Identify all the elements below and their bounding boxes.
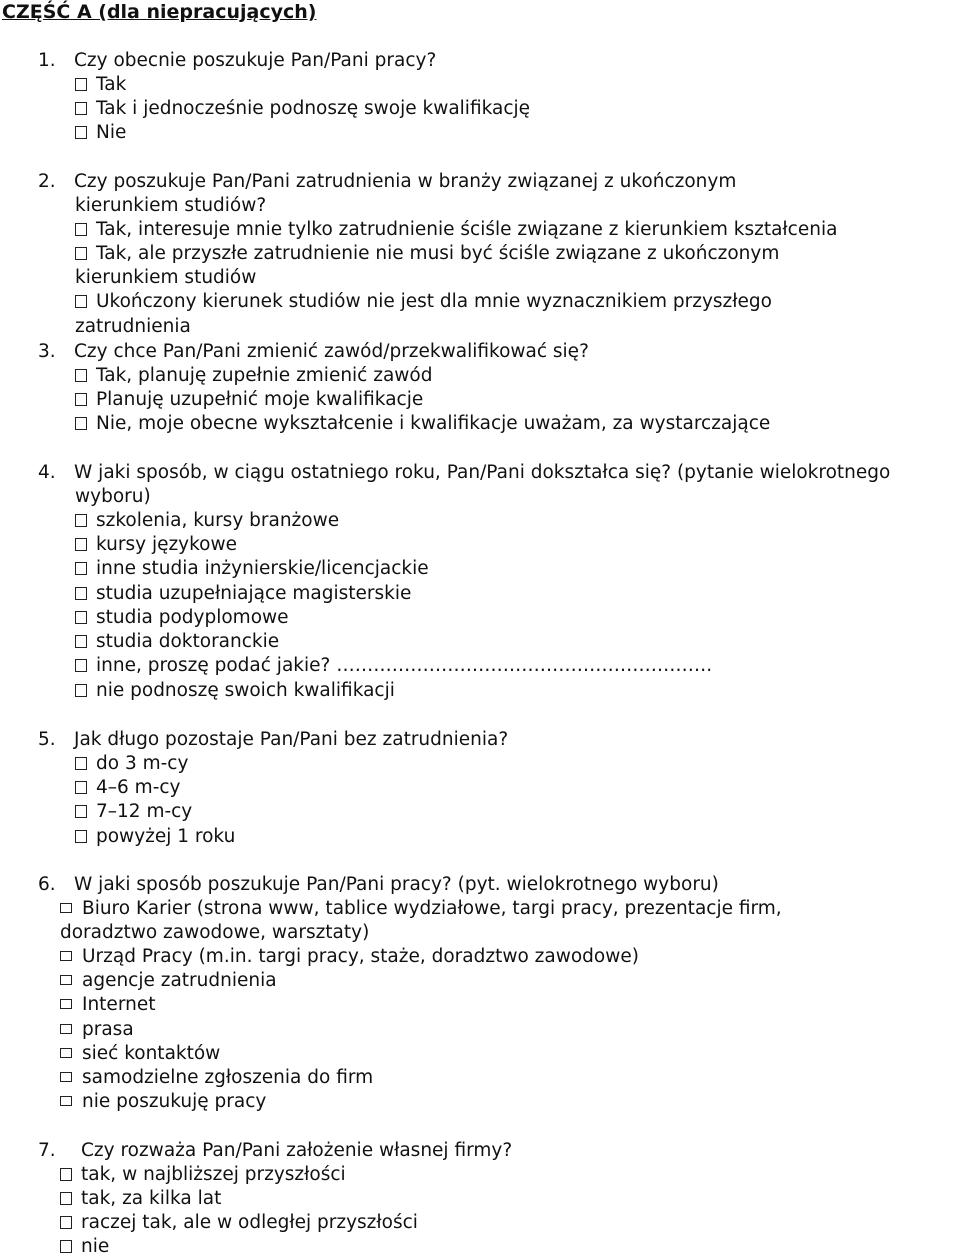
option-checkbox[interactable]	[75, 509, 339, 533]
checkbox-icon	[60, 1192, 72, 1205]
option-label: szkolenia, kursy branżowe	[96, 510, 340, 531]
option-label: Tak, ale przyszłe zatrudnienie nie musi być ściśle związane z ukończonym	[96, 243, 780, 264]
option-checkbox[interactable]	[75, 582, 411, 606]
question-text: Czy chce Pan/Pani zmienić zawód/przekwalifikować się?	[74, 341, 589, 362]
option-checkbox[interactable]	[60, 1090, 266, 1114]
option-label: prasa	[82, 1019, 134, 1040]
option-checkbox[interactable]	[75, 121, 126, 145]
question-6	[38, 873, 719, 897]
option-label: raczej tak, ale w odległej przyszłości	[81, 1212, 418, 1233]
option-checkbox[interactable]	[75, 679, 395, 703]
option-checkbox[interactable]	[75, 800, 192, 824]
question-number: 2.	[38, 171, 56, 192]
option-label: Tak, planuję zupełnie zmienić zawód	[96, 365, 433, 386]
option-checkbox[interactable]	[75, 97, 530, 121]
question-7	[38, 1139, 512, 1163]
option-label: powyżej 1 roku	[96, 826, 236, 847]
option-label: studia uzupełniające magisterskie	[96, 583, 412, 604]
checkbox-icon	[75, 295, 87, 308]
option-checkbox[interactable]	[60, 1042, 220, 1066]
question-text: Czy rozważa Pan/Pani założenie własnej firmy?	[81, 1140, 513, 1161]
option-checkbox[interactable]	[60, 969, 277, 993]
option-checkbox[interactable]	[75, 242, 779, 266]
option-label: Ukończony kierunek studiów nie jest dla mnie wyznacznikiem przyszłego	[96, 291, 772, 312]
checkbox-icon	[75, 417, 87, 430]
checkbox-icon	[75, 611, 87, 624]
checkbox-icon	[75, 587, 87, 600]
checkbox-icon	[60, 1048, 72, 1058]
option-label: tak, za kilka lat	[81, 1188, 222, 1209]
option-label: Nie, moje obecne wykształcenie i kwalifikacje uważam, za wystarczające	[96, 413, 771, 434]
checkbox-icon	[60, 975, 72, 985]
option-label: 7–12 m-cy	[96, 801, 193, 822]
question-text: Czy obecnie poszukuje Pan/Pani pracy?	[74, 50, 437, 71]
option-label: Tak, interesuje mnie tylko zatrudnienie ściśle związane z kierunkiem kształcenia	[96, 219, 838, 240]
option-label: inne studia inżynierskie/licencjackie	[96, 558, 429, 579]
question-1	[38, 49, 436, 73]
checkbox-icon	[60, 1072, 72, 1082]
question-number: 7.	[38, 1140, 56, 1161]
option-label: inne, proszę podać jakie? …………………………………………………….	[96, 655, 713, 676]
option-checkbox[interactable]	[60, 1211, 418, 1235]
option-label: Nie	[96, 122, 127, 143]
option-checkbox[interactable]	[75, 557, 429, 581]
question-text: Czy poszukuje Pan/Pani zatrudnienia w branży związanej z ukończonym	[74, 171, 737, 192]
option-checkbox[interactable]	[75, 606, 289, 630]
option-checkbox-other[interactable]	[75, 654, 712, 678]
checkbox-icon	[75, 757, 87, 770]
option-label-continued: kierunkiem studiów	[75, 267, 257, 288]
option-label: studia doktoranckie	[96, 631, 280, 652]
checkbox-icon	[75, 126, 87, 139]
option-checkbox[interactable]	[60, 1066, 373, 1090]
checkbox-icon	[75, 684, 87, 697]
option-checkbox[interactable]	[75, 364, 432, 388]
checkbox-icon	[75, 78, 87, 91]
option-checkbox[interactable]	[75, 73, 126, 97]
option-checkbox[interactable]	[60, 1163, 346, 1187]
option-label: Tak i jednocześnie podnoszę swoje kwalifikację	[96, 98, 531, 119]
option-checkbox[interactable]	[75, 752, 188, 776]
question-text: Jak długo pozostaje Pan/Pani bez zatrudnienia?	[74, 729, 509, 750]
option-label-continued: doradztwo zawodowe, warsztaty)	[60, 922, 370, 943]
question-3	[38, 340, 589, 364]
question-5	[38, 728, 508, 752]
checkbox-icon	[75, 830, 87, 843]
option-checkbox[interactable]	[60, 897, 782, 921]
option-label: Urząd Pracy (m.in. targi pracy, staże, doradztwo zawodowe)	[82, 946, 639, 967]
checkbox-icon	[60, 999, 72, 1009]
option-checkbox[interactable]	[75, 825, 235, 849]
option-checkbox[interactable]	[75, 533, 237, 557]
question-number: 1.	[38, 50, 56, 71]
checkbox-icon	[75, 538, 87, 551]
option-checkbox[interactable]	[60, 1235, 109, 1259]
checkbox-icon	[75, 805, 87, 818]
option-checkbox[interactable]	[60, 1187, 221, 1211]
option-checkbox[interactable]	[75, 412, 770, 436]
checkbox-icon	[75, 247, 87, 260]
option-label: agencje zatrudnienia	[82, 970, 277, 991]
option-label: Internet	[82, 994, 156, 1015]
option-checkbox[interactable]	[75, 388, 423, 412]
question-text-continued: kierunkiem studiów?	[75, 195, 267, 216]
option-label: 4–6 m-cy	[96, 777, 181, 798]
option-label: tak, w najbliższej przyszłości	[81, 1164, 346, 1185]
checkbox-icon	[60, 1216, 72, 1229]
checkbox-icon	[60, 1168, 72, 1181]
option-checkbox[interactable]	[75, 776, 181, 800]
option-label: nie podnoszę swoich kwalifikacji	[96, 680, 395, 701]
checkbox-icon	[75, 223, 87, 236]
option-checkbox[interactable]	[75, 218, 837, 242]
question-number: 5.	[38, 729, 56, 750]
checkbox-icon	[75, 659, 87, 672]
question-number: 4.	[38, 462, 56, 483]
question-number: 3.	[38, 341, 56, 362]
question-4	[38, 461, 890, 485]
question-text: W jaki sposób, w ciągu ostatniego roku, Pan/Pani dokształca się? (pytanie wielokrotnego	[74, 462, 891, 483]
checkbox-icon	[75, 369, 87, 382]
option-label: nie poszukuję pracy	[82, 1091, 267, 1112]
checkbox-icon	[60, 951, 72, 961]
checkbox-icon	[75, 562, 87, 575]
option-checkbox[interactable]	[75, 630, 279, 654]
checkbox-icon	[60, 1096, 72, 1106]
option-label: kursy językowe	[96, 534, 238, 555]
checkbox-icon	[75, 393, 87, 406]
option-checkbox[interactable]	[60, 945, 639, 969]
option-label: samodzielne zgłoszenia do firm	[82, 1067, 374, 1088]
question-number: 6.	[38, 874, 56, 895]
option-label: Planuję uzupełnić moje kwalifikacje	[96, 389, 424, 410]
checkbox-icon	[60, 903, 72, 913]
option-label: nie	[81, 1236, 110, 1257]
question-text-continued: wyboru)	[75, 486, 151, 507]
checkbox-icon	[60, 1024, 72, 1034]
section-title: CZĘŚĆ A (dla niepracujących)	[2, 1, 317, 23]
option-label: sieć kontaktów	[82, 1043, 221, 1064]
option-label: Biuro Karier (strona www, tablice wydziałowe, targi pracy, prezentacje firm,	[82, 898, 782, 919]
option-checkbox[interactable]	[75, 290, 772, 314]
checkbox-icon	[75, 514, 87, 527]
checkbox-icon	[75, 635, 87, 648]
option-checkbox[interactable]	[60, 993, 155, 1017]
option-label: Tak	[96, 74, 127, 95]
checkbox-icon	[75, 781, 87, 794]
question-2	[38, 170, 736, 194]
option-label: studia podyplomowe	[96, 607, 289, 628]
option-checkbox[interactable]	[60, 1018, 134, 1042]
question-text: W jaki sposób poszukuje Pan/Pani pracy? (pyt. wielokrotnego wyboru)	[74, 874, 719, 895]
option-label: do 3 m-cy	[96, 753, 189, 774]
option-label-continued: zatrudnienia	[75, 316, 191, 337]
checkbox-icon	[60, 1240, 72, 1253]
checkbox-icon	[75, 102, 87, 115]
